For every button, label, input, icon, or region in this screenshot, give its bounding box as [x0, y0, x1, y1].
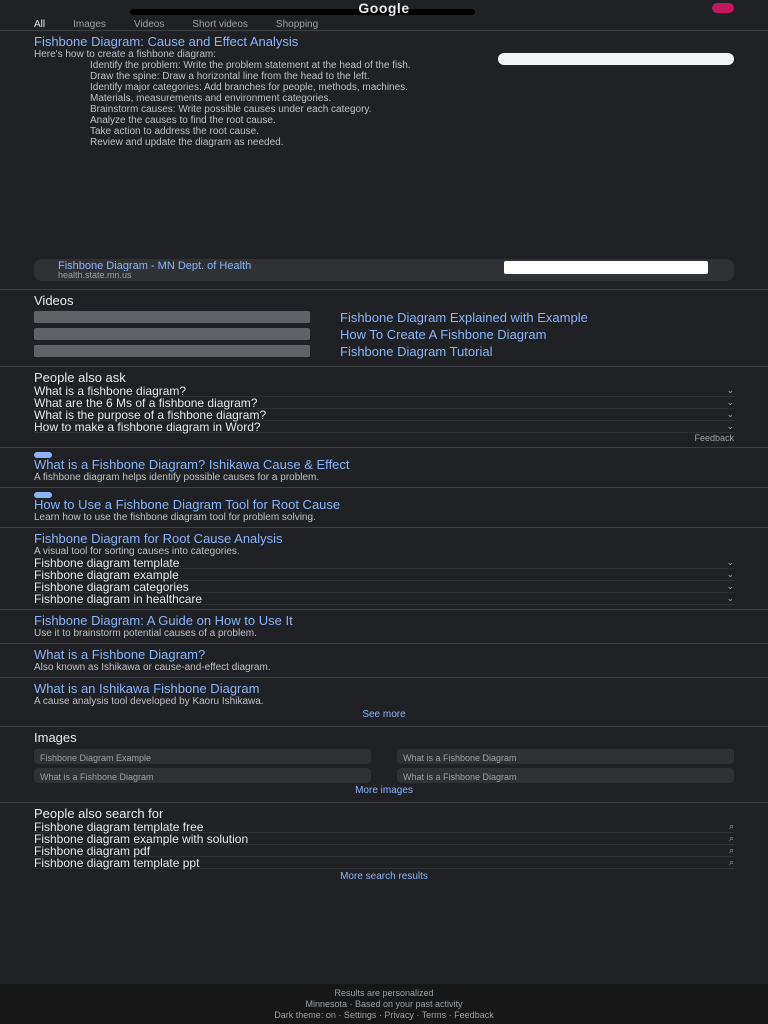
- account-avatar[interactable]: [712, 3, 734, 13]
- search-bar[interactable]: [130, 9, 475, 15]
- search-icon: ⌕: [728, 845, 734, 855]
- image-result[interactable]: What is a Fishbone Diagram: [397, 749, 734, 764]
- featured-steps: [34, 60, 734, 148]
- search-tabs: [0, 18, 768, 31]
- tab-all[interactable]: All: [34, 18, 46, 30]
- image-result[interactable]: What is a Fishbone Diagram: [34, 768, 371, 783]
- video-title[interactable]: Fishbone Diagram Explained with Example: [340, 311, 588, 325]
- image-result[interactable]: Fishbone Diagram Example: [34, 749, 371, 764]
- people-search-text: Fishbone diagram template ppt: [34, 855, 200, 870]
- video-thumbnail[interactable]: [34, 328, 310, 340]
- search-result: [0, 644, 768, 678]
- chevron-down-icon[interactable]: ⌄: [726, 593, 734, 603]
- paa-question-text: What is the purpose of a fishbone diagram?: [34, 407, 267, 422]
- result-title[interactable]: Fishbone Diagram: A Guide on How to Use It: [34, 614, 293, 628]
- tab-videos[interactable]: Videos: [133, 18, 165, 30]
- tab-images[interactable]: Images: [73, 18, 106, 30]
- result-title[interactable]: Fishbone Diagram for Root Cause Analysis: [34, 532, 283, 546]
- tab-shopping[interactable]: Shopping: [275, 18, 319, 30]
- list-item: 2. Draw the spine: Draw a horizontal line from the head to the left.: [90, 71, 734, 82]
- list-item: 3. Identify major categories: Add branches for people, methods, machines.: [90, 82, 734, 93]
- footer-personalized: Results are personalized: [334, 988, 434, 998]
- result-snippet: Also known as Ishikawa or cause-and-effect diagram.: [34, 662, 271, 673]
- chevron-down-icon[interactable]: ⌄: [726, 385, 734, 395]
- related-row-text: Fishbone diagram template: [34, 555, 180, 570]
- search-result: [0, 488, 768, 528]
- videos-section: [0, 290, 768, 367]
- search-result: [0, 610, 768, 644]
- result-title[interactable]: What is a Fishbone Diagram? Ishikawa Cause & Effect: [34, 458, 350, 472]
- people-search-row[interactable]: [34, 857, 734, 869]
- featured-intro: Here's how to create a fishbone diagram:: [34, 49, 217, 60]
- source-card[interactable]: [34, 259, 734, 281]
- result-snippet: Use it to brainstorm potential causes of a problem.: [34, 628, 257, 639]
- featured-image[interactable]: [498, 53, 734, 65]
- result-title[interactable]: What is an Ishikawa Fishbone Diagram: [34, 682, 260, 696]
- search-result: [0, 448, 768, 488]
- chevron-down-icon[interactable]: ⌄: [726, 581, 734, 591]
- footer-links[interactable]: Dark theme: on · Settings · Privacy · Terms · Feedback: [274, 1010, 494, 1020]
- list-item: 8. Review and update the diagram as needed.: [90, 137, 734, 148]
- related-row-text: Fishbone diagram in healthcare: [34, 591, 203, 606]
- top-bar: [0, 0, 768, 18]
- people-search-text: Fishbone diagram pdf: [34, 843, 151, 858]
- result-title[interactable]: What is a Fishbone Diagram?: [34, 648, 206, 662]
- google-logo[interactable]: Google: [358, 0, 410, 16]
- list-item: 5. Brainstorm causes: Write possible causes under each category.: [90, 104, 734, 115]
- paa-question[interactable]: [34, 421, 734, 433]
- featured-title[interactable]: Fishbone Diagram: Cause and Effect Analysis: [34, 35, 299, 49]
- people-search-heading: People also search for: [34, 806, 164, 821]
- feedback-link[interactable]: Feedback: [694, 433, 734, 443]
- related-row-text: Fishbone diagram categories: [34, 579, 189, 594]
- search-icon: ⌕: [728, 821, 734, 831]
- chevron-down-icon[interactable]: ⌄: [726, 409, 734, 419]
- source-card-title[interactable]: Fishbone Diagram - MN Dept. of Health: [58, 261, 252, 271]
- footer-location[interactable]: Minnesota · Based on your past activity: [305, 999, 463, 1009]
- page-footer: [0, 984, 768, 1024]
- search-result: [0, 528, 768, 610]
- result-title[interactable]: How to Use a Fishbone Diagram Tool for Root Cause: [34, 498, 341, 512]
- images-section: [0, 727, 768, 803]
- list-item: 4. Materials, measurements and environment categories.: [90, 93, 734, 104]
- videos-heading: Videos: [34, 293, 74, 308]
- list-item: 6. Analyze the causes to find the root cause.: [90, 115, 734, 126]
- related-row[interactable]: [34, 593, 734, 605]
- featured-snippet: [0, 31, 768, 290]
- result-snippet: A visual tool for sorting causes into categories.: [34, 546, 240, 557]
- video-item[interactable]: [34, 328, 734, 342]
- people-also-search: [0, 803, 768, 888]
- more-search-results-button[interactable]: More search results: [340, 871, 428, 882]
- search-result: [0, 678, 768, 727]
- paa-heading: People also ask: [34, 370, 126, 385]
- chevron-down-icon[interactable]: ⌄: [726, 557, 734, 567]
- paa-question-text: What are the 6 Ms of a fishbone diagram?: [34, 395, 258, 410]
- people-search-text: Fishbone diagram template free: [34, 819, 204, 834]
- video-item[interactable]: [34, 311, 734, 325]
- chevron-down-icon[interactable]: ⌄: [726, 397, 734, 407]
- list-item: 7. Take action to address the root cause.: [90, 126, 734, 137]
- result-snippet: Learn how to use the fishbone diagram tool for problem solving.: [34, 512, 316, 523]
- search-icon: ⌕: [728, 857, 734, 867]
- result-snippet: A cause analysis tool developed by Kaoru Ishikawa.: [34, 696, 264, 707]
- list-item: 1. Identify the problem: Write the problem statement at the head of the fish.: [90, 60, 734, 71]
- people-also-ask: [0, 367, 768, 448]
- related-row-text: Fishbone diagram example: [34, 567, 179, 582]
- source-card-url: health.state.mn.us: [58, 271, 132, 279]
- paa-question-text: What is a fishbone diagram?: [34, 383, 187, 398]
- images-heading: Images: [34, 730, 77, 745]
- video-title[interactable]: Fishbone Diagram Tutorial: [340, 345, 493, 359]
- video-thumbnail[interactable]: [34, 311, 310, 323]
- search-icon: ⌕: [728, 833, 734, 843]
- video-item[interactable]: [34, 345, 734, 359]
- video-thumbnail[interactable]: [34, 345, 310, 357]
- image-result[interactable]: What is a Fishbone Diagram: [397, 768, 734, 783]
- source-thumbnail: [504, 261, 708, 274]
- tab-short-videos[interactable]: Short videos: [192, 18, 248, 30]
- video-title[interactable]: How To Create A Fishbone Diagram: [340, 328, 547, 342]
- chevron-down-icon[interactable]: ⌄: [726, 421, 734, 431]
- chevron-down-icon[interactable]: ⌄: [726, 569, 734, 579]
- people-search-text: Fishbone diagram example with solution: [34, 831, 249, 846]
- see-more-button[interactable]: See more: [362, 709, 406, 720]
- paa-question-text: How to make a fishbone diagram in Word?: [34, 419, 261, 434]
- more-images-button[interactable]: More images: [355, 785, 413, 796]
- result-snippet: A fishbone diagram helps identify possible causes for a problem.: [34, 472, 320, 483]
